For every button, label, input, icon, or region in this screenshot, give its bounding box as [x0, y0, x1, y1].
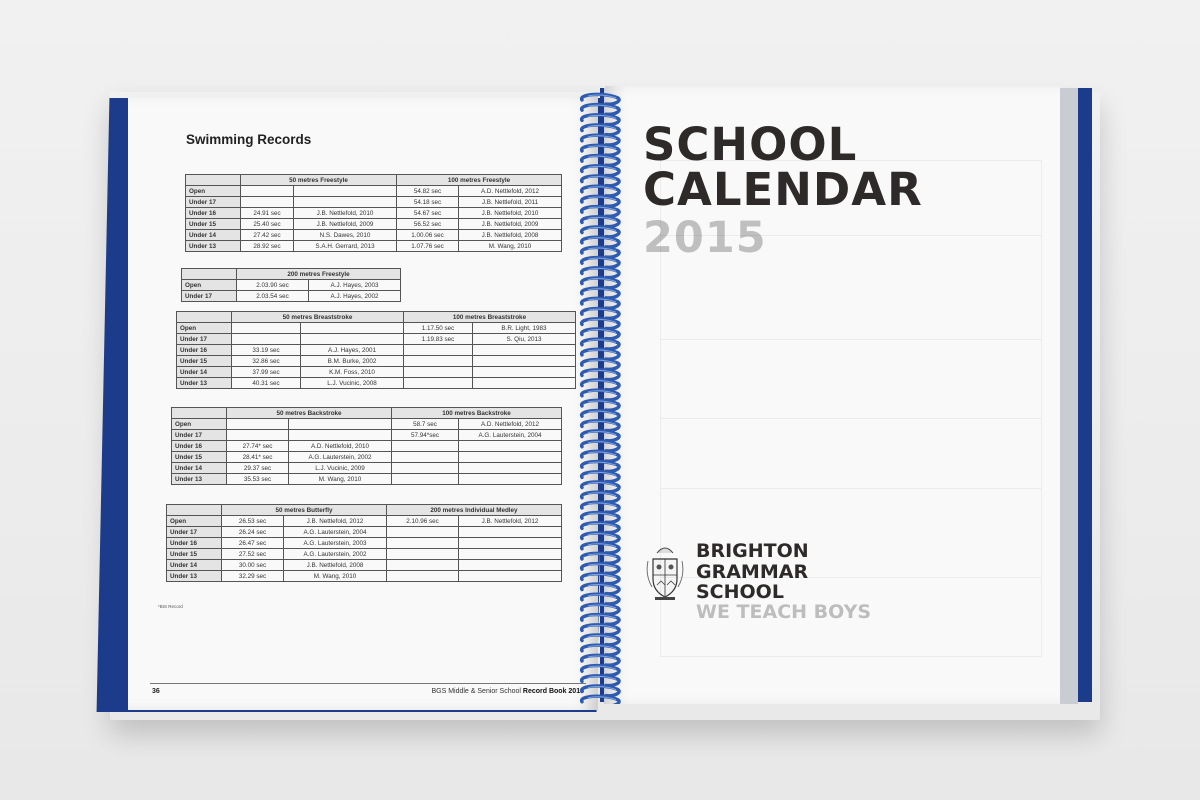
record-time: [404, 345, 473, 356]
coil-loop: [582, 156, 619, 166]
age-group-label: Under 13: [186, 241, 241, 252]
age-group-label: Under 14: [167, 560, 222, 571]
record-holder: B.M. Burke, 2002: [301, 356, 404, 367]
record-time: 24.91 sec: [241, 208, 294, 219]
footer-bold: Record Book 2015: [522, 688, 584, 695]
table-row: [186, 197, 562, 208]
record-time: 1.00.06 sec: [397, 230, 459, 241]
coil-loop: [582, 115, 619, 125]
coil-loop: [582, 268, 619, 278]
record-time: 1.19.83 sec: [404, 334, 473, 345]
record-holder: [473, 345, 576, 356]
coil-loop: [582, 329, 619, 339]
coil-loop: [582, 645, 619, 655]
record-holder: A.D. Nettlefold, 2012: [459, 419, 562, 430]
record-time: [387, 538, 459, 549]
coil-loop: [582, 492, 619, 502]
age-group-label: Under 16: [172, 441, 227, 452]
record-holder: [459, 571, 562, 582]
coil-loop: [582, 207, 619, 217]
title-line-2: CALENDAR: [643, 163, 923, 216]
record-time: 54.18 sec: [397, 197, 459, 208]
record-time: 29.37 sec: [227, 463, 289, 474]
record-table: [176, 311, 576, 389]
coil-loop: [582, 696, 619, 704]
record-holder: [294, 197, 397, 208]
coil-loop: [582, 523, 619, 533]
coil-loop: [582, 247, 619, 257]
coil-loop: [582, 666, 619, 676]
age-group-label: Open: [177, 323, 232, 334]
coil-loop: [582, 441, 619, 451]
record-holder: J.B. Nettlefold, 2011: [459, 197, 562, 208]
record-time: 33.19 sec: [232, 345, 301, 356]
coil-loop: [582, 400, 619, 410]
record-holder: J.B. Nettlefold, 2009: [294, 219, 397, 230]
coil-loop: [582, 105, 619, 115]
coil-loop: [582, 533, 619, 543]
coil-loop: [582, 319, 619, 329]
coil-loop: [582, 594, 619, 604]
record-time: 32.86 sec: [232, 356, 301, 367]
record-holder: M. Wang, 2010: [284, 571, 387, 582]
footer-rule: [150, 683, 586, 684]
record-time: 32.29 sec: [222, 571, 284, 582]
header-corner: [186, 175, 241, 186]
coil-loop: [582, 309, 619, 319]
age-group-label: Under 14: [186, 230, 241, 241]
coil-loop: [582, 574, 619, 584]
table-row: [167, 560, 562, 571]
record-holder: J.B. Nettlefold, 2008: [284, 560, 387, 571]
coil-loop: [582, 360, 619, 370]
record-holder: [459, 441, 562, 452]
record-time: 54.67 sec: [397, 208, 459, 219]
record-holder: A.G. Lauterstein, 2002: [289, 452, 392, 463]
coil-loop: [582, 278, 619, 288]
coil-loop: [582, 421, 619, 431]
event-header: 50 metres Backstroke: [227, 408, 392, 419]
coil-loop: [582, 411, 619, 421]
age-group-label: Under 17: [167, 527, 222, 538]
coil-loop: [582, 676, 619, 686]
table-row: [172, 474, 562, 485]
record-holder: [459, 560, 562, 571]
table-row: [167, 549, 562, 560]
event-header: 200 metres Freestyle: [237, 269, 401, 280]
coil-loop: [582, 635, 619, 645]
coil-loop: [582, 135, 619, 145]
record-time: [387, 571, 459, 582]
coil-loop: [582, 390, 619, 400]
record-time: [241, 186, 294, 197]
record-time: [227, 430, 289, 441]
record-holder: J.B. Nettlefold, 2009: [459, 219, 562, 230]
record-time: [227, 419, 289, 430]
coil-loop: [582, 502, 619, 512]
record-holder: L.J. Vucinic, 2009: [289, 463, 392, 474]
record-time: [392, 463, 459, 474]
event-header: 50 metres Butterfly: [222, 505, 387, 516]
coil-loop: [582, 625, 619, 635]
table-row: [172, 452, 562, 463]
record-holder: [473, 378, 576, 389]
table-row: [177, 334, 576, 345]
page-title: Swimming Records: [186, 132, 312, 147]
coil-loop: [582, 349, 619, 359]
table-row: [167, 538, 562, 549]
age-group-label: Under 15: [172, 452, 227, 463]
table-row: [167, 527, 562, 538]
record-holder: [459, 463, 562, 474]
record-table: [181, 268, 401, 302]
record-holder: [459, 538, 562, 549]
coil-loop: [582, 451, 619, 461]
record-time: 1.07.76 sec: [397, 241, 459, 252]
table-row: [172, 419, 562, 430]
event-header: 100 metres Freestyle: [397, 175, 562, 186]
table-row: [186, 230, 562, 241]
coil-loop: [582, 584, 619, 594]
record-time: [392, 474, 459, 485]
record-time: 2.03.54 sec: [237, 291, 309, 302]
record-holder: K.M. Foss, 2010: [301, 367, 404, 378]
record-holder: [459, 549, 562, 560]
age-group-label: Under 16: [186, 208, 241, 219]
record-holder: M. Wang, 2010: [459, 241, 562, 252]
footer-text: [431, 688, 584, 695]
event-header: 50 metres Freestyle: [241, 175, 397, 186]
school-line-3: SCHOOL: [696, 581, 784, 603]
event-header: 100 metres Backstroke: [392, 408, 562, 419]
record-holder: [289, 430, 392, 441]
table-row: [172, 430, 562, 441]
record-time: [404, 356, 473, 367]
age-group-label: Under 17: [182, 291, 237, 302]
table-row: [177, 367, 576, 378]
coil-loop: [582, 553, 619, 563]
record-time: 28.41* sec: [227, 452, 289, 463]
age-group-label: Under 17: [177, 334, 232, 345]
record-holder: A.G. Lauterstein, 2004: [459, 430, 562, 441]
coil-loop: [582, 339, 619, 349]
table-row: [177, 323, 576, 334]
age-group-label: Open: [182, 280, 237, 291]
record-time: 35.53 sec: [227, 474, 289, 485]
coil-loop: [582, 145, 619, 155]
left-page: [128, 96, 598, 710]
table-row: [177, 356, 576, 367]
record-table: [166, 504, 562, 582]
age-group-label: Open: [186, 186, 241, 197]
tagline: WE TEACH BOYS: [696, 601, 872, 623]
coil-loop: [582, 125, 619, 135]
record-time: 58.7 sec: [392, 419, 459, 430]
coil-loop: [582, 186, 619, 196]
record-time: [232, 334, 301, 345]
record-time: 28.92 sec: [241, 241, 294, 252]
coil-loop: [582, 288, 619, 298]
record-time: [404, 367, 473, 378]
record-holder: A.J. Hayes, 2001: [301, 345, 404, 356]
age-group-label: Under 13: [177, 378, 232, 389]
footnote: *BIS Record: [158, 604, 183, 609]
coil-loop: [582, 370, 619, 380]
header-corner: [177, 312, 232, 323]
record-time: 2.10.96 sec: [387, 516, 459, 527]
school-line-1: BRIGHTON: [696, 540, 809, 562]
record-time: [387, 527, 459, 538]
coil-loop: [582, 431, 619, 441]
record-holder: M. Wang, 2010: [289, 474, 392, 485]
record-time: [387, 549, 459, 560]
coil-loop: [582, 217, 619, 227]
record-time: [241, 197, 294, 208]
table-row: [172, 441, 562, 452]
record-time: 37.99 sec: [232, 367, 301, 378]
age-group-label: Under 16: [167, 538, 222, 549]
record-holder: N.S. Dawes, 2010: [294, 230, 397, 241]
coil-loop: [582, 237, 619, 247]
coil-loop: [582, 176, 619, 186]
header-corner: [182, 269, 237, 280]
age-group-label: Under 15: [186, 219, 241, 230]
record-time: 25.40 sec: [241, 219, 294, 230]
record-time: [232, 323, 301, 334]
record-holder: J.B. Nettlefold, 2008: [459, 230, 562, 241]
record-holder: A.G. Lauterstein, 2003: [284, 538, 387, 549]
record-table: [171, 407, 562, 485]
age-group-label: Under 15: [177, 356, 232, 367]
record-time: 56.52 sec: [397, 219, 459, 230]
age-group-label: Under 17: [186, 197, 241, 208]
record-holder: J.B. Nettlefold, 2012: [459, 516, 562, 527]
table-row: [182, 280, 401, 291]
event-header: 50 metres Breaststroke: [232, 312, 404, 323]
record-time: 54.82 sec: [397, 186, 459, 197]
record-holder: A.J. Hayes, 2002: [309, 291, 401, 302]
event-header: 100 metres Breaststroke: [404, 312, 576, 323]
record-holder: L.J. Vucinic, 2008: [301, 378, 404, 389]
coil-loop: [582, 94, 619, 104]
record-time: 57.94*sec: [392, 430, 459, 441]
table-row: [186, 219, 562, 230]
table-row: [167, 571, 562, 582]
table-row: [167, 516, 562, 527]
header-corner: [172, 408, 227, 419]
record-time: 1.17.50 sec: [404, 323, 473, 334]
record-holder: [459, 452, 562, 463]
record-time: [392, 452, 459, 463]
page-number: 36: [152, 688, 160, 695]
record-table: [185, 174, 562, 252]
age-group-label: Under 16: [177, 345, 232, 356]
coil-loop: [582, 166, 619, 176]
age-group-label: Under 13: [172, 474, 227, 485]
coil-loop: [582, 227, 619, 237]
table-row: [186, 208, 562, 219]
table-row: [186, 241, 562, 252]
table-row: [186, 186, 562, 197]
record-time: [404, 378, 473, 389]
spiral-binding-icon: [574, 92, 624, 704]
record-holder: A.G. Lauterstein, 2002: [284, 549, 387, 560]
record-time: 26.53 sec: [222, 516, 284, 527]
record-holder: [473, 356, 576, 367]
record-holder: [459, 474, 562, 485]
calendar-year: 2015: [643, 213, 767, 263]
coil-loop: [582, 482, 619, 492]
record-holder: J.B. Nettlefold, 2010: [459, 208, 562, 219]
coil-loop: [582, 604, 619, 614]
coil-loop: [582, 655, 619, 665]
record-holder: S.A.H. Gerrard, 2013: [294, 241, 397, 252]
coil-loop: [582, 462, 619, 472]
age-group-label: Open: [172, 419, 227, 430]
record-time: [392, 441, 459, 452]
coil-loop: [582, 564, 619, 574]
record-holder: A.D. Nettlefold, 2012: [459, 186, 562, 197]
coil-loop: [582, 513, 619, 523]
record-holder: A.G. Lauterstein, 2004: [284, 527, 387, 538]
coil-loop: [582, 380, 619, 390]
coil-loop: [582, 472, 619, 482]
table-row: [182, 291, 401, 302]
record-time: 30.00 sec: [222, 560, 284, 571]
record-time: 2.03.90 sec: [237, 280, 309, 291]
record-time: 26.24 sec: [222, 527, 284, 538]
coil-loop: [582, 686, 619, 696]
coil-loop: [582, 196, 619, 206]
age-group-label: Under 15: [167, 549, 222, 560]
record-holder: [473, 367, 576, 378]
coil-loop: [582, 258, 619, 268]
record-time: 27.42 sec: [241, 230, 294, 241]
coil-loop: [582, 543, 619, 553]
record-holder: [294, 186, 397, 197]
age-group-label: Under 14: [172, 463, 227, 474]
age-group-label: Open: [167, 516, 222, 527]
coil-loop: [582, 298, 619, 308]
age-group-label: Under 14: [177, 367, 232, 378]
record-holder: J.B. Nettlefold, 2010: [294, 208, 397, 219]
coil-loop: [582, 615, 619, 625]
show-through-grid: [660, 160, 1042, 657]
event-header: 200 metres Individual Medley: [387, 505, 562, 516]
record-holder: [459, 527, 562, 538]
record-holder: B.R. Light, 1983: [473, 323, 576, 334]
record-time: 27.52 sec: [222, 549, 284, 560]
record-holder: [301, 323, 404, 334]
age-group-label: Under 17: [172, 430, 227, 441]
table-row: [177, 378, 576, 389]
record-holder: A.J. Hayes, 2003: [309, 280, 401, 291]
table-row: [177, 345, 576, 356]
footer-prefix: BGS Middle & Senior School: [431, 688, 523, 695]
record-holder: J.B. Nettlefold, 2012: [284, 516, 387, 527]
record-time: 27.74* sec: [227, 441, 289, 452]
record-time: [387, 560, 459, 571]
table-row: [172, 463, 562, 474]
school-line-2: GRAMMAR: [696, 560, 809, 583]
record-time: 26.47 sec: [222, 538, 284, 549]
record-holder: A.D. Nettlefold, 2010: [289, 441, 392, 452]
title-line-1: SCHOOL: [643, 118, 858, 171]
record-holder: S. Qiu, 2013: [473, 334, 576, 345]
record-holder: [289, 419, 392, 430]
record-holder: [301, 334, 404, 345]
record-time: 40.31 sec: [232, 378, 301, 389]
header-corner: [167, 505, 222, 516]
age-group-label: Under 13: [167, 571, 222, 582]
